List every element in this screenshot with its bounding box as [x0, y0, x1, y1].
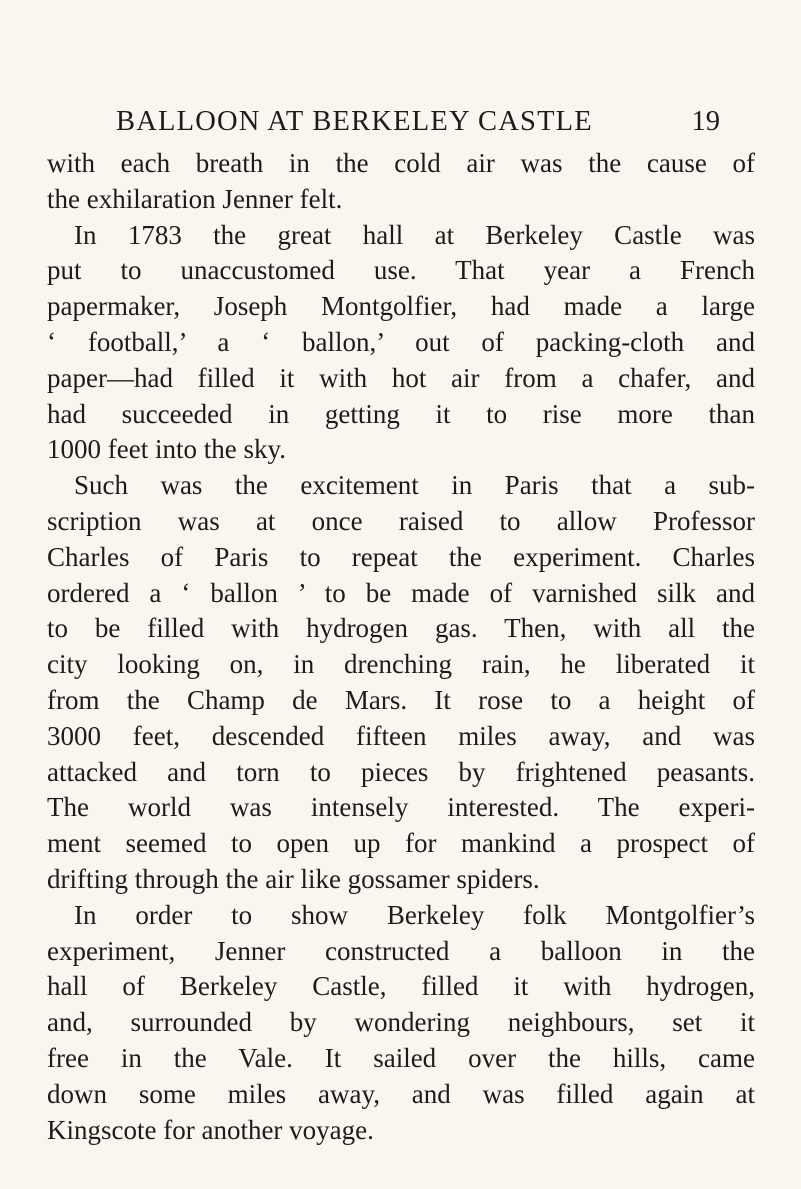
text-line: ment seemed to open up for mankind a prospect of	[47, 828, 755, 859]
text-line: put to unaccustomed use. That year a French	[47, 255, 755, 286]
body-text	[47, 146, 755, 1148]
text-line: with each breath in the cold air was the cause of	[47, 148, 755, 178]
text-line: Such was the excitement in Paris that a sub-	[74, 470, 755, 501]
text-line: paper—had filled it with hot air from a chafer, and	[47, 362, 755, 393]
running-title: BALLOON AT BERKELEY CASTLE	[116, 106, 593, 137]
text-line: ordered a ‘ ballon ’ to be made of varnished silk and	[47, 577, 755, 608]
text-line: down some miles away, and was filled again at	[47, 1078, 755, 1109]
text-line: ‘ football,’ a ‘ ballon,’ out of packing-cloth and	[47, 326, 755, 357]
text-line: had succeeded in getting it to rise more than	[47, 398, 755, 429]
page-number: 19	[691, 106, 720, 137]
running-head	[52, 100, 720, 144]
text-line: free in the Vale. It sailed over the hills, came	[47, 1042, 755, 1073]
text-line: the exhilaration Jenner felt.	[47, 183, 343, 214]
text-line: papermaker, Joseph Montgolfier, had made a large	[47, 291, 755, 322]
text-line: drifting through the air like gossamer spiders.	[47, 863, 540, 894]
text-line: Charles of Paris to repeat the experiment. Charles	[47, 541, 755, 572]
text-line: In 1783 the great hall at Berkeley Castle was	[74, 219, 755, 250]
text-line: from the Champ de Mars. It rose to a height of	[47, 684, 755, 715]
text-line: experiment, Jenner constructed a balloon in the	[47, 935, 755, 966]
text-line: scription was at once raised to allow Professor	[47, 505, 755, 536]
text-line: and, surrounded by wondering neighbours, set it	[47, 1007, 755, 1038]
text-line: In order to show Berkeley folk Montgolfier’s	[74, 899, 755, 930]
text-line: attacked and torn to pieces by frightened peasants.	[47, 756, 755, 787]
text-line: 1000 feet into the sky.	[47, 434, 286, 465]
text-line: city looking on, in drenching rain, he liberated it	[47, 649, 755, 680]
text-line: 3000 feet, descended fifteen miles away, and was	[47, 720, 755, 751]
text-line: The world was intensely interested. The experi-	[47, 792, 755, 823]
text-line: hall of Berkeley Castle, filled it with hydrogen,	[47, 971, 755, 1002]
text-line: to be filled with hydrogen gas. Then, with all the	[47, 613, 755, 644]
text-line: Kingscote for another voyage.	[47, 1114, 374, 1145]
